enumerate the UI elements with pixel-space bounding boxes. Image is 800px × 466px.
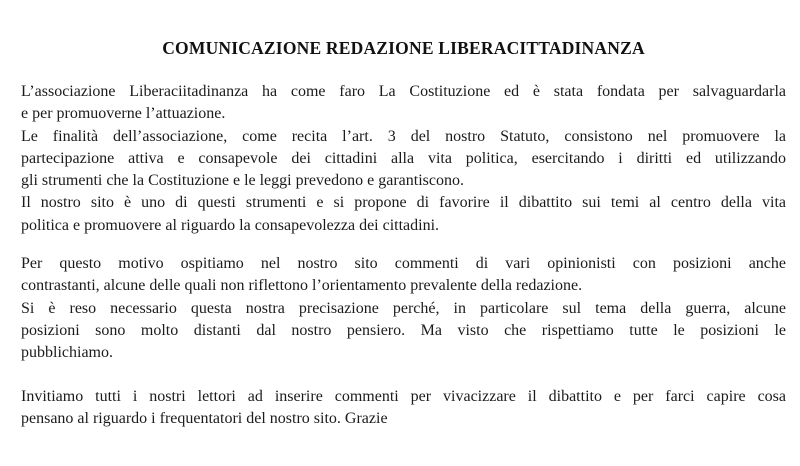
text-line: pubblichiamo.	[21, 344, 113, 362]
text-line: gli strumenti che la Costituzione e le leggi prevedono e garantiscono.	[21, 172, 464, 190]
text-line: e per promuoverne l’attuazione.	[21, 105, 226, 123]
text-line: Per questo motivo ospitiamo nel nostro sito commenti di vari opinionisti con posizioni anche	[21, 255, 786, 273]
document-title: COMUNICAZIONE REDAZIONE LIBERACITTADINANZA	[162, 38, 645, 58]
paragraph-spacer	[21, 237, 786, 253]
text-line: pensano al riguardo i frequentatori del nostro sito. Grazie	[21, 409, 388, 427]
text-line: Si è reso necessario questa nostra precisazione perché, in particolare sul tema della guerra, alcune	[21, 299, 786, 317]
text-line: Il nostro sito è uno di questi strumenti e si propone di favorire il dibattito sui temi al centro della vita	[21, 194, 786, 212]
text-line: Le finalità dell’associazione, come recita l’art. 3 del nostro Statuto, consistono nel promuovere la	[21, 127, 786, 145]
paragraph-spacer	[21, 365, 786, 386]
text-line: Invitiamo tutti i nostri lettori ad inserire commenti per vivacizzare il dibattito e per farci capire cosa	[21, 387, 786, 405]
text-line: partecipazione attiva e consapevole dei cittadini alla vita politica, esercitando i diritti ed utilizzando	[21, 149, 786, 167]
text-line: posizioni sono molto distanti dal nostro pensiero. Ma visto che rispettiamo tutte le posizioni le	[21, 321, 786, 339]
text-line: politica e promuovere al riguardo la consapevolezza dei cittadini.	[21, 216, 440, 234]
text-line: L’associazione Liberaciitadinanza ha come faro La Costituzione ed è stata fondata per salvaguardarla	[21, 83, 786, 100]
document-body	[21, 81, 786, 430]
text-line: contrastanti, alcune delle quali non riflettono l’orientamento prevalente della redazione.	[21, 277, 583, 295]
